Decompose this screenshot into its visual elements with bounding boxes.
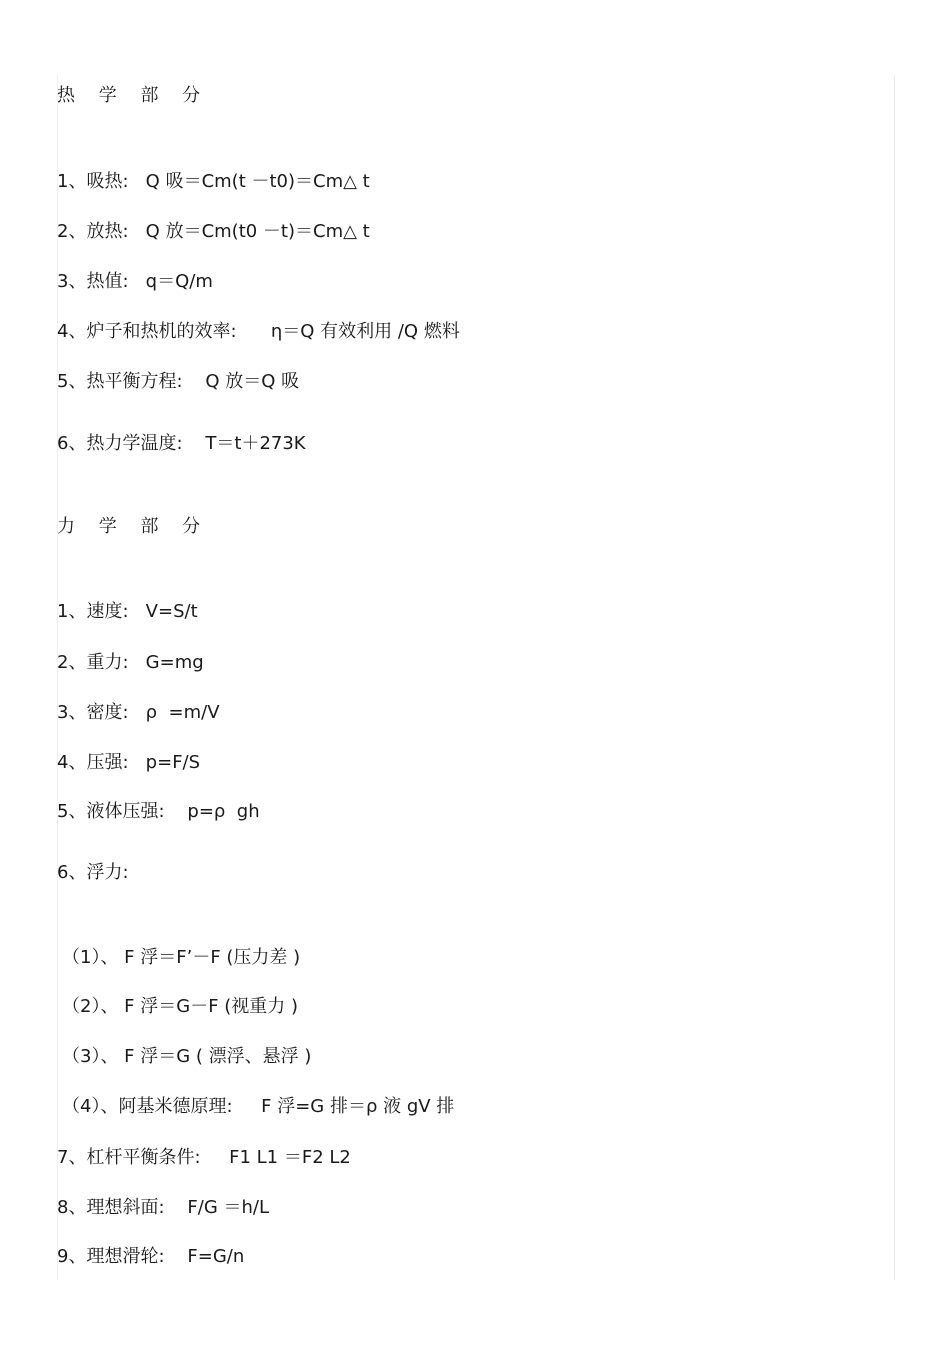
mechanics-item-1: 1、速度: V=S/t xyxy=(57,601,198,622)
thermal-item-1: 1、吸热: Q 吸＝Cm(t －t0)＝Cm△ t xyxy=(57,171,370,192)
buoyancy-item-1: （1）、 F 浮＝F’－F (压力差 ) xyxy=(62,947,301,968)
mechanics-item-7: 7、杠杆平衡条件: F1 L1 ＝F2 L2 xyxy=(57,1147,351,1168)
mechanics-item-9: 9、理想滑轮: F=G/n xyxy=(57,1246,245,1267)
mechanics-item-6: 6、浮力: xyxy=(57,862,129,883)
thermal-item-2: 2、放热: Q 放＝Cm(t0 －t)＝Cm△ t xyxy=(57,221,370,242)
mechanics-heading: 力 学 部 分 xyxy=(57,516,210,537)
thermal-item-5: 5、热平衡方程: Q 放＝Q 吸 xyxy=(57,371,300,392)
buoyancy-item-4: （4）、阿基米德原理: F 浮=G 排＝ρ 液 gV 排 xyxy=(62,1096,455,1117)
thermal-item-6: 6、热力学温度: T＝t＋273K xyxy=(57,433,306,454)
thermal-heading: 热 学 部 分 xyxy=(57,85,210,106)
thermal-item-3: 3、热值: q＝Q/m xyxy=(57,271,213,292)
buoyancy-item-3: （3）、 F 浮＝G ( 漂浮、悬浮 ) xyxy=(62,1046,312,1067)
mechanics-item-4: 4、压强: p=F/S xyxy=(57,752,201,773)
buoyancy-item-2: （2）、 F 浮＝G－F (视重力 ) xyxy=(62,996,299,1017)
mechanics-item-5: 5、液体压强: p=ρ gh xyxy=(57,801,260,822)
mechanics-item-8: 8、理想斜面: F/G ＝h/L xyxy=(57,1197,269,1218)
mechanics-item-3: 3、密度: ρ =m/V xyxy=(57,702,220,723)
thermal-item-4: 4、炉子和热机的效率: η＝Q 有效利用 /Q 燃料 xyxy=(57,321,460,342)
mechanics-item-2: 2、重力: G=mg xyxy=(57,652,204,673)
